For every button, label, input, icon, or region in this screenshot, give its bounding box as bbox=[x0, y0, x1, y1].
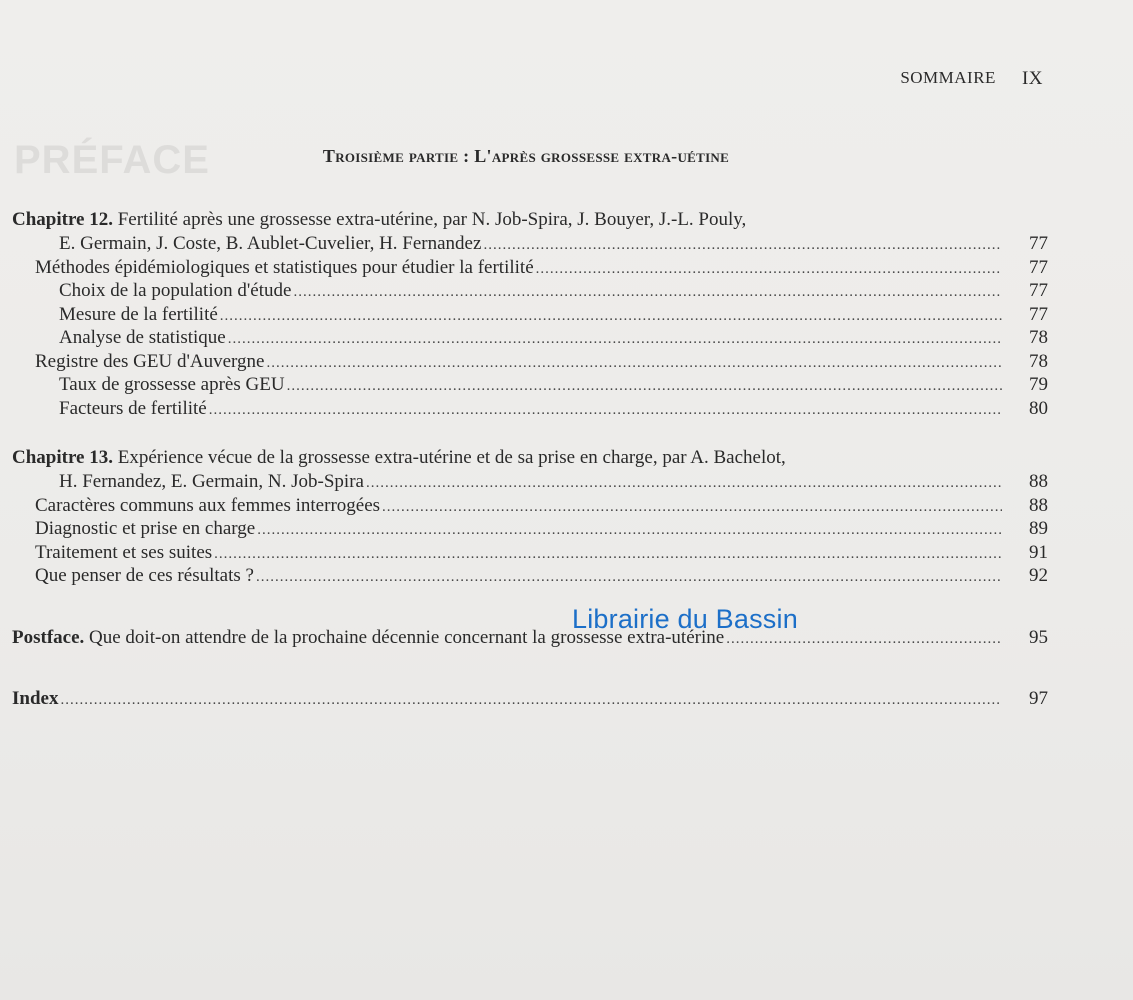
page-number: 78 bbox=[1029, 327, 1048, 348]
page-number: 80 bbox=[1029, 397, 1048, 419]
leader-dots bbox=[293, 281, 1002, 305]
toc-entry[interactable] bbox=[12, 326, 1048, 350]
toc-entry[interactable] bbox=[12, 564, 1048, 588]
index-label: Index bbox=[12, 688, 59, 709]
watermark-text: Librairie du Bassin bbox=[572, 604, 798, 634]
toc-entry-title: Analyse de statistique bbox=[59, 327, 226, 348]
leader-dots bbox=[228, 328, 1002, 352]
leader-dots bbox=[536, 258, 1002, 282]
running-head bbox=[900, 68, 1043, 90]
running-head-page: IX bbox=[1021, 68, 1043, 89]
toc-entry[interactable] bbox=[12, 397, 1048, 421]
toc-entry[interactable] bbox=[12, 373, 1048, 397]
table-of-contents bbox=[12, 208, 1048, 711]
toc-entry[interactable] bbox=[12, 256, 1048, 280]
chapter-13-authors: H. Fernandez, E. Germain, N. Job-Spira bbox=[59, 471, 364, 492]
chapter-12-heading bbox=[12, 208, 1003, 232]
postface-entry[interactable] bbox=[12, 626, 1048, 650]
chapter-13-title: Expérience vécue de la grossesse extra-utérine et de sa prise en charge, par A. Bachelot, bbox=[117, 447, 786, 468]
leader-dots bbox=[266, 352, 1002, 376]
page-number: 77 bbox=[1029, 256, 1048, 278]
page-number: 77 bbox=[1029, 303, 1048, 325]
postface-title: Que doit-on attendre de la prochaine décennie concernant la grossesse extra-utérine bbox=[89, 626, 725, 648]
toc-entry[interactable] bbox=[12, 541, 1048, 565]
page-number: 79 bbox=[1029, 374, 1048, 395]
chapter-13-label: Chapitre 13. bbox=[12, 447, 113, 468]
chapter-13-heading bbox=[12, 446, 1003, 470]
page-number: 88 bbox=[1029, 494, 1048, 516]
toc-entry-title: Diagnostic et prise en charge bbox=[35, 518, 256, 539]
leader-dots bbox=[382, 496, 1002, 520]
toc-entry[interactable] bbox=[12, 494, 1048, 518]
leader-dots bbox=[220, 305, 1002, 329]
leader-dots bbox=[214, 543, 1002, 567]
toc-entry-title: Caractères communs aux femmes interrogées bbox=[35, 494, 381, 516]
leader-dots bbox=[287, 375, 1002, 399]
toc-entry-title: Traitement et ses suites bbox=[35, 541, 213, 563]
page-number: 78 bbox=[1029, 350, 1048, 372]
toc-entry-title: Que penser de ces résultats ? bbox=[35, 565, 254, 586]
leader-dots bbox=[366, 472, 1002, 496]
page-number: 77 bbox=[1029, 280, 1048, 301]
page-number: 95 bbox=[1029, 626, 1048, 648]
page-number: 89 bbox=[1029, 518, 1048, 539]
page-number: 88 bbox=[1029, 471, 1048, 492]
page-number: 92 bbox=[1029, 565, 1048, 586]
chapter-12-entry[interactable] bbox=[12, 232, 1048, 256]
toc-entry-title: Mesure de la fertilité bbox=[59, 303, 218, 325]
index-entry[interactable] bbox=[12, 687, 1048, 711]
leader-dots bbox=[256, 566, 1002, 590]
leader-dots bbox=[209, 399, 1002, 423]
page-number: 91 bbox=[1029, 541, 1048, 563]
chapter-13-entry[interactable] bbox=[12, 470, 1048, 494]
leader-dots bbox=[257, 519, 1002, 543]
toc-entry[interactable] bbox=[12, 279, 1048, 303]
postface-label: Postface. bbox=[12, 626, 85, 648]
toc-entry-title: Registre des GEU d'Auvergne bbox=[35, 350, 265, 372]
leader-dots bbox=[60, 689, 1002, 713]
toc-entry-title: Choix de la population d'étude bbox=[59, 280, 292, 301]
show-through-heading: PRÉFACE bbox=[14, 138, 210, 182]
toc-entry-title: Méthodes épidémiologiques et statistiques pour étudier la fertilité bbox=[35, 256, 534, 278]
page-number: 97 bbox=[1029, 688, 1048, 709]
toc-entry-title: Taux de grossesse après GEU bbox=[59, 374, 285, 395]
chapter-12-label: Chapitre 12. bbox=[12, 209, 113, 230]
chapter-12-authors: E. Germain, J. Coste, B. Aublet-Cuvelier, H. Fernandez bbox=[59, 233, 482, 254]
toc-entry[interactable] bbox=[12, 303, 1048, 327]
leader-dots bbox=[483, 234, 1002, 258]
toc-entry-title: Facteurs de fertilité bbox=[59, 397, 207, 419]
chapter-12-title: Fertilité après une grossesse extra-utérine, par N. Job-Spira, J. Bouyer, J.-L. Pouly, bbox=[117, 209, 747, 230]
running-head-title: SOMMAIRE bbox=[900, 68, 996, 87]
page-number: 77 bbox=[1029, 233, 1048, 254]
toc-entry[interactable] bbox=[12, 517, 1048, 541]
part-title: Troisième partie : L'après grossesse extra-uétine bbox=[322, 146, 730, 166]
toc-entry[interactable] bbox=[12, 350, 1048, 374]
